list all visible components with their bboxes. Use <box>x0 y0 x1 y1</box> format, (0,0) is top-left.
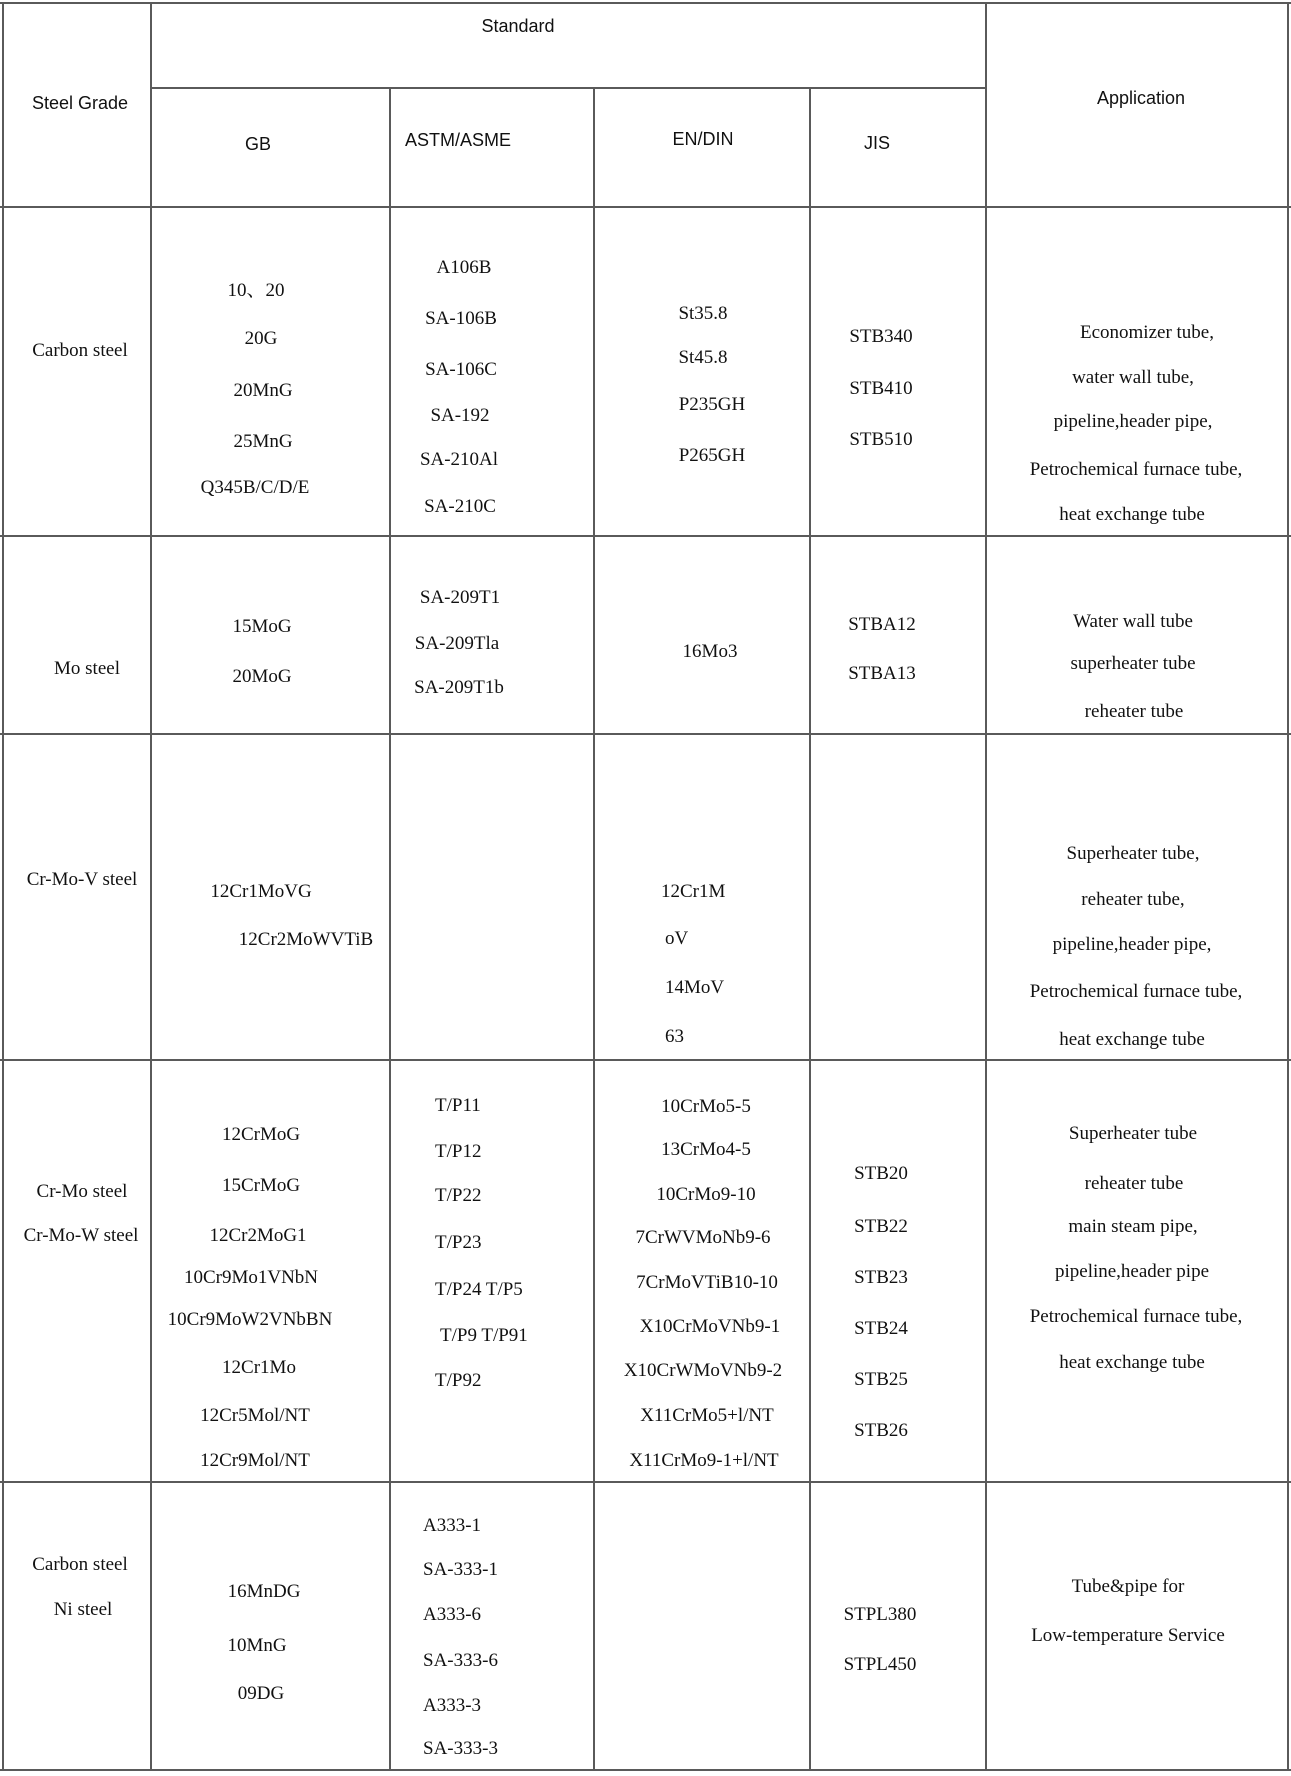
cell-gb: 12Cr9Mol/NT <box>200 1450 310 1471</box>
cell-application: Superheater tube <box>1068 1123 1198 1144</box>
cell-en-din: St35.8 <box>678 303 728 324</box>
column-divider <box>809 87 811 1771</box>
cell-jis: STPL450 <box>843 1654 917 1675</box>
cell-astm: SA-333-3 <box>423 1738 498 1759</box>
cell-application: heat exchange tube <box>1059 504 1205 525</box>
cell-gb: 20G <box>244 328 278 349</box>
cell-jis: STBA12 <box>848 614 916 635</box>
cell-application: reheater tube, <box>1081 889 1185 910</box>
cell-gb: 09DG <box>237 1683 285 1704</box>
cell-astm: SA-210Al <box>419 449 499 470</box>
table-border-top <box>0 2 1291 4</box>
column-divider <box>593 87 595 1771</box>
cell-en-din: 63 <box>665 1026 684 1047</box>
cell-application: Tube&pipe for <box>1071 1576 1185 1597</box>
column-divider <box>150 2 152 1771</box>
cell-astm: SA-192 <box>430 405 490 426</box>
cell-jis: STB26 <box>854 1420 908 1441</box>
cell-gb: 10Cr9Mo1VNbN <box>183 1267 319 1288</box>
cell-application: Petrochemical furnace tube, <box>1029 459 1243 480</box>
cell-astm: T/P22 <box>435 1185 482 1206</box>
cell-steel-grade: Cr-Mo-V steel <box>26 869 138 890</box>
header-bottom-line <box>0 206 1291 208</box>
cell-jis: STPL380 <box>843 1604 917 1625</box>
cell-astm: SA-209Tla <box>414 633 500 654</box>
cell-jis: STB25 <box>854 1369 908 1390</box>
cell-gb: 10、20 <box>227 280 285 301</box>
cell-gb: 12Cr1MoVG <box>210 881 312 902</box>
row-divider <box>0 1059 1291 1061</box>
cell-astm: T/P23 <box>435 1232 482 1253</box>
row-divider <box>0 733 1291 735</box>
cell-en-din: 13CrMo4-5 <box>661 1139 751 1160</box>
cell-en-din: 7CrMoVTiB10-10 <box>636 1272 778 1293</box>
cell-astm: SA-333-1 <box>423 1559 498 1580</box>
column-divider <box>985 2 987 1771</box>
cell-steel-grade: Carbon steel <box>32 340 128 361</box>
header-en-din: EN/DIN <box>672 129 734 149</box>
cell-astm: SA-333-6 <box>423 1650 498 1671</box>
cell-astm: SA-210C <box>424 496 496 517</box>
cell-astm: T/P24 T/P5 <box>435 1279 523 1300</box>
cell-astm: T/P11 <box>435 1095 481 1116</box>
cell-gb: 12Cr1Mo <box>222 1357 296 1378</box>
cell-astm: A333-3 <box>423 1695 482 1716</box>
row-divider <box>0 535 1291 537</box>
cell-jis: STB24 <box>854 1318 908 1339</box>
cell-steel-grade: Cr-Mo steel <box>36 1181 128 1202</box>
cell-jis: STB340 <box>849 326 913 347</box>
cell-gb: 20MnG <box>233 380 293 401</box>
cell-gb: 15CrMoG <box>221 1175 301 1196</box>
cell-astm: T/P92 <box>435 1370 482 1391</box>
header-astm: ASTM/ASME <box>404 130 512 150</box>
cell-application: main steam pipe, <box>1068 1216 1198 1237</box>
cell-astm: A106B <box>436 257 492 278</box>
cell-en-din: 16Mo3 <box>682 641 738 662</box>
cell-application: Economizer tube, <box>1079 322 1215 343</box>
cell-en-din: P235GH <box>678 394 746 415</box>
cell-gb: 12Cr2MoG1 <box>209 1225 307 1246</box>
cell-application: Petrochemical furnace tube, <box>1029 1306 1243 1327</box>
cell-jis: STB22 <box>854 1216 908 1237</box>
row-divider <box>0 1481 1291 1483</box>
cell-astm: SA-209T1b <box>414 677 504 698</box>
cell-application: Petrochemical furnace tube, <box>1029 981 1243 1002</box>
header-application: Application <box>1096 88 1186 108</box>
cell-jis: STBA13 <box>848 663 916 684</box>
cell-astm: SA-106C <box>425 359 497 380</box>
cell-astm: A333-1 <box>423 1515 482 1536</box>
header-standard: Standard <box>481 16 555 36</box>
cell-application: heat exchange tube <box>1059 1352 1205 1373</box>
cell-steel-grade: Ni steel <box>53 1599 113 1620</box>
cell-astm: T/P12 <box>435 1141 482 1162</box>
header-steel-grade: Steel Grade <box>31 93 129 113</box>
cell-gb: 12Cr5Mol/NT <box>200 1405 310 1426</box>
cell-application: reheater tube <box>1084 701 1184 722</box>
cell-steel-grade: Cr-Mo-W steel <box>23 1225 139 1246</box>
cell-application: Superheater tube, <box>1066 843 1200 864</box>
cell-application: superheater tube <box>1070 653 1196 674</box>
table-border-left <box>2 2 4 1771</box>
cell-en-din: P265GH <box>678 445 746 466</box>
cell-astm: T/P9 T/P91 <box>440 1325 528 1346</box>
header-jis: JIS <box>863 133 891 153</box>
cell-application: Water wall tube <box>1073 611 1193 632</box>
cell-en-din: 10CrMo5-5 <box>661 1096 751 1117</box>
cell-en-din: X11CrMo5+l/NT <box>640 1405 774 1426</box>
standard-divider <box>150 87 986 89</box>
cell-steel-grade: Mo steel <box>54 658 120 679</box>
cell-application: pipeline,header pipe <box>1054 1261 1210 1282</box>
cell-en-din: oV <box>665 928 689 949</box>
cell-application: pipeline,header pipe, <box>1053 411 1213 432</box>
cell-astm: A333-6 <box>423 1604 482 1625</box>
cell-steel-grade: Carbon steel <box>32 1554 128 1575</box>
cell-jis: STB410 <box>849 378 913 399</box>
cell-gb: 20MoG <box>232 666 292 687</box>
cell-jis: STB23 <box>854 1267 908 1288</box>
cell-gb: 10Cr9MoW2VNbBN <box>167 1309 333 1330</box>
table-border-right <box>1287 2 1289 1771</box>
cell-application: Low-temperature Service <box>1031 1625 1225 1646</box>
cell-application: water wall tube, <box>1072 367 1194 388</box>
cell-application: pipeline,header pipe, <box>1052 934 1212 955</box>
cell-en-din: 12Cr1M <box>661 881 726 902</box>
cell-gb: 15MoG <box>232 616 292 637</box>
cell-gb: 10MnG <box>227 1635 287 1656</box>
cell-jis: STB20 <box>854 1163 908 1184</box>
cell-gb: Q345B/C/D/E <box>200 477 310 498</box>
cell-en-din: 14MoV <box>665 977 725 998</box>
header-gb: GB <box>244 134 272 154</box>
cell-gb: 12CrMoG <box>221 1124 301 1145</box>
cell-en-din: X10CrMoVNb9-1 <box>639 1316 781 1337</box>
cell-astm: SA-209T1 <box>419 587 501 608</box>
cell-application: reheater tube <box>1084 1173 1184 1194</box>
cell-jis: STB510 <box>849 429 913 450</box>
table-border-bottom <box>0 1769 1291 1771</box>
cell-en-din: X11CrMo9-1+l/NT <box>629 1450 779 1471</box>
cell-en-din: 10CrMo9-10 <box>656 1184 756 1205</box>
cell-en-din: 7CrWVMoNb9-6 <box>635 1227 771 1248</box>
cell-en-din: St45.8 <box>678 347 728 368</box>
cell-gb: 16MnDG <box>227 1581 301 1602</box>
cell-application: heat exchange tube <box>1059 1029 1205 1050</box>
cell-gb: 25MnG <box>233 431 293 452</box>
cell-gb: 12Cr2MoWVTiB <box>238 929 374 950</box>
cell-astm: SA-106B <box>425 308 497 329</box>
column-divider <box>389 87 391 1771</box>
cell-en-din: X10CrWMoVNb9-2 <box>623 1360 783 1381</box>
